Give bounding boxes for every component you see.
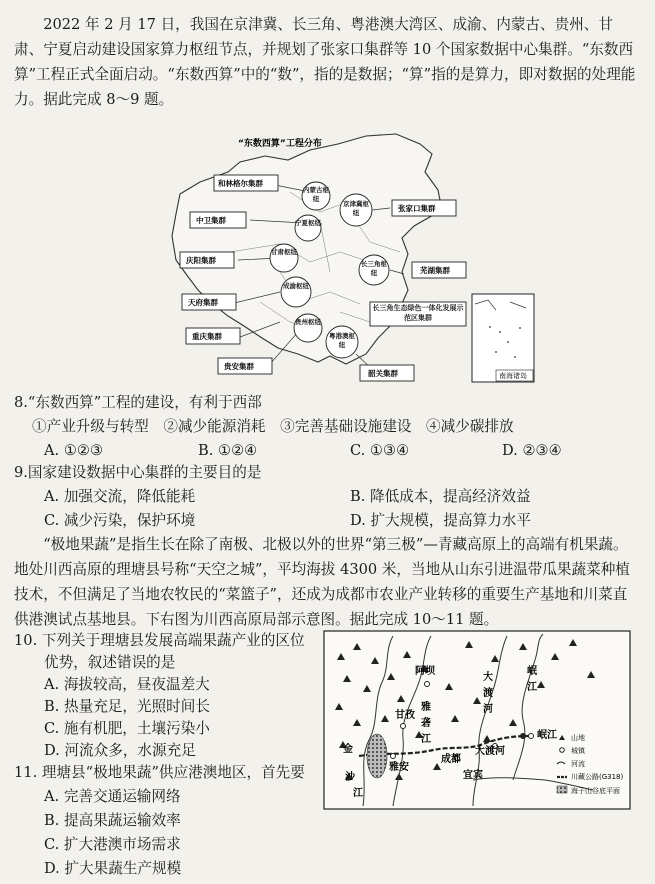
place-label: 金 <box>343 744 353 755</box>
svg-text:川藏公路(G318): 川藏公路(G318) <box>571 773 624 781</box>
map1-title: “东数西算”工程分布 <box>238 139 322 149</box>
q11-option-b[interactable]: B. 提高果蔬运输效率 <box>44 812 181 829</box>
hub-label: 长三角枢纽 <box>361 260 387 277</box>
place-label: 岷江 <box>537 730 557 741</box>
svg-text:山地: 山地 <box>571 734 585 742</box>
q10-option-a[interactable]: A. 海拔较高，昼夜温差大 <box>44 676 210 693</box>
intro-paragraph: 2022 年 2 月 17 日，我国在京津冀、长三角、粤港澳大湾区、成渝、内蒙古、贵州、甘肃、宁夏启动建设国家算力枢纽节点，并规划了张家口集群等 10 个国家数据中心集群。“东数西算”工程正式全面启动。“东数西算”中的“数”，指的是数据；“算”指的是算力，即对数据的处理能力。据此完成 8～9 题。 <box>14 16 636 108</box>
place-label: 沙 <box>345 772 355 783</box>
cluster-label: 中卫集群 <box>196 216 226 225</box>
place-label: 江 <box>421 734 431 745</box>
q8-stem: 8.“东数西算”工程的建设，有利于西部 <box>14 394 262 411</box>
place-label: 雅 <box>421 702 431 713</box>
place-label: 河 <box>483 704 493 715</box>
cluster-label: 贵安集群 <box>224 362 254 371</box>
hub-label: 粤港澳枢纽 <box>329 332 355 349</box>
place-label: 成都 <box>441 754 461 765</box>
q10-stem-line1: 10. 下列关于理塘县发展高端果蔬产业的区位 <box>14 632 305 649</box>
hub-label: 京津冀枢纽 <box>343 200 369 217</box>
cluster-label: 和林格尔集群 <box>218 179 263 188</box>
place-label: 砻 <box>421 718 431 729</box>
svg-text:城镇: 城镇 <box>571 747 585 755</box>
q11-option-c[interactable]: C. 扩大港澳市场需求 <box>44 836 181 853</box>
place-label: 渡 <box>483 688 493 699</box>
place-label: 阿坝 <box>415 666 435 677</box>
west-sichuan-plateau-map <box>323 630 631 810</box>
place-label: 甘孜 <box>395 710 415 721</box>
q10-option-d[interactable]: D. 河流众多，水源充足 <box>44 742 196 759</box>
place-label: 岷 <box>527 666 537 677</box>
q9-option-b[interactable]: B. 降低成本，提高经济效益 <box>350 488 531 505</box>
cluster-label: 庆阳集群 <box>186 256 216 265</box>
q10-option-b[interactable]: B. 热量充足，光照时间长 <box>44 698 210 715</box>
hub-label: 宁夏枢纽 <box>295 219 321 227</box>
cluster-label: 长三角生态绿色一体化发展示范区集群 <box>372 304 464 322</box>
cluster-label: 张家口集群 <box>398 204 436 213</box>
q9-option-c[interactable]: C. 减少污染，保护环境 <box>44 512 196 529</box>
hub-label: 成渝枢纽 <box>283 282 309 290</box>
q10-stem-line2: 优势，叙述错误的是 <box>44 654 176 671</box>
hub-label: 贵州枢纽 <box>295 318 321 326</box>
svg-text:河流: 河流 <box>571 760 585 768</box>
place-label: 大 <box>483 672 493 683</box>
valley-plain <box>367 734 387 778</box>
cluster-label: 天府集群 <box>188 298 218 307</box>
hub-label: 内蒙古枢纽 <box>303 186 329 203</box>
q8-option-c[interactable]: C. ①③④ <box>350 442 410 459</box>
place-label: 雅安 <box>389 762 409 773</box>
q9-stem: 9.国家建设数据中心集群的主要目的是 <box>14 464 262 481</box>
place-label: 宜宾 <box>463 770 483 781</box>
q9-option-d[interactable]: D. 扩大规模，提高算力水平 <box>350 512 531 529</box>
cluster-label: 重庆集群 <box>192 332 222 341</box>
svg-text:海子山谷底平面: 海子山谷底平面 <box>571 787 620 795</box>
q11-stem: 11. 理塘县“极地果蔬”供应港澳地区，首先要 <box>14 764 305 781</box>
q8-option-b[interactable]: B. ①②④ <box>198 442 258 459</box>
inset-label: 南海诸岛 <box>499 372 527 380</box>
q11-option-d[interactable]: D. 扩大果蔬生产规模 <box>44 860 182 877</box>
place-label: 大渡河 <box>475 746 505 757</box>
place-label: 江 <box>353 788 363 799</box>
cluster-label: 韶关集群 <box>368 369 398 378</box>
east-data-west-computing-map <box>170 132 540 387</box>
cluster-label: 芜湖集群 <box>420 266 450 275</box>
q8-items: ①产业升级与转型 ②减少能源消耗 ③完善基础设施建设 ④减少碳排放 <box>32 418 514 435</box>
q8-option-a[interactable]: A. ①②③ <box>44 442 104 459</box>
place-label: 江 <box>527 682 537 693</box>
q8-option-d[interactable]: D. ②③④ <box>502 442 562 459</box>
passage2-paragraph: “极地果蔬”是指生长在除了南极、北极以外的世界“第三极”—青藏高原上的高端有机果蔬。地处川西高原的理塘县号称“天空之城”，平均海拔 4300 米，当地从山东引进温带瓜果蔬菜种植技术，不但满足了当地农牧民的“菜篮子”，还成为成都市农业产业转移的重要生产基地和川菜直供港澳试点基地县。下右图为川西高原局部示意图。据此完成 10～11 题。 <box>14 536 630 628</box>
q11-option-a[interactable]: A. 完善交通运输网络 <box>44 788 181 805</box>
q9-option-a[interactable]: A. 加强交流，降低能耗 <box>44 488 196 505</box>
q10-option-c[interactable]: C. 施有机肥，土壤污染小 <box>44 720 210 737</box>
hub-label: 甘肃枢纽 <box>271 248 297 256</box>
